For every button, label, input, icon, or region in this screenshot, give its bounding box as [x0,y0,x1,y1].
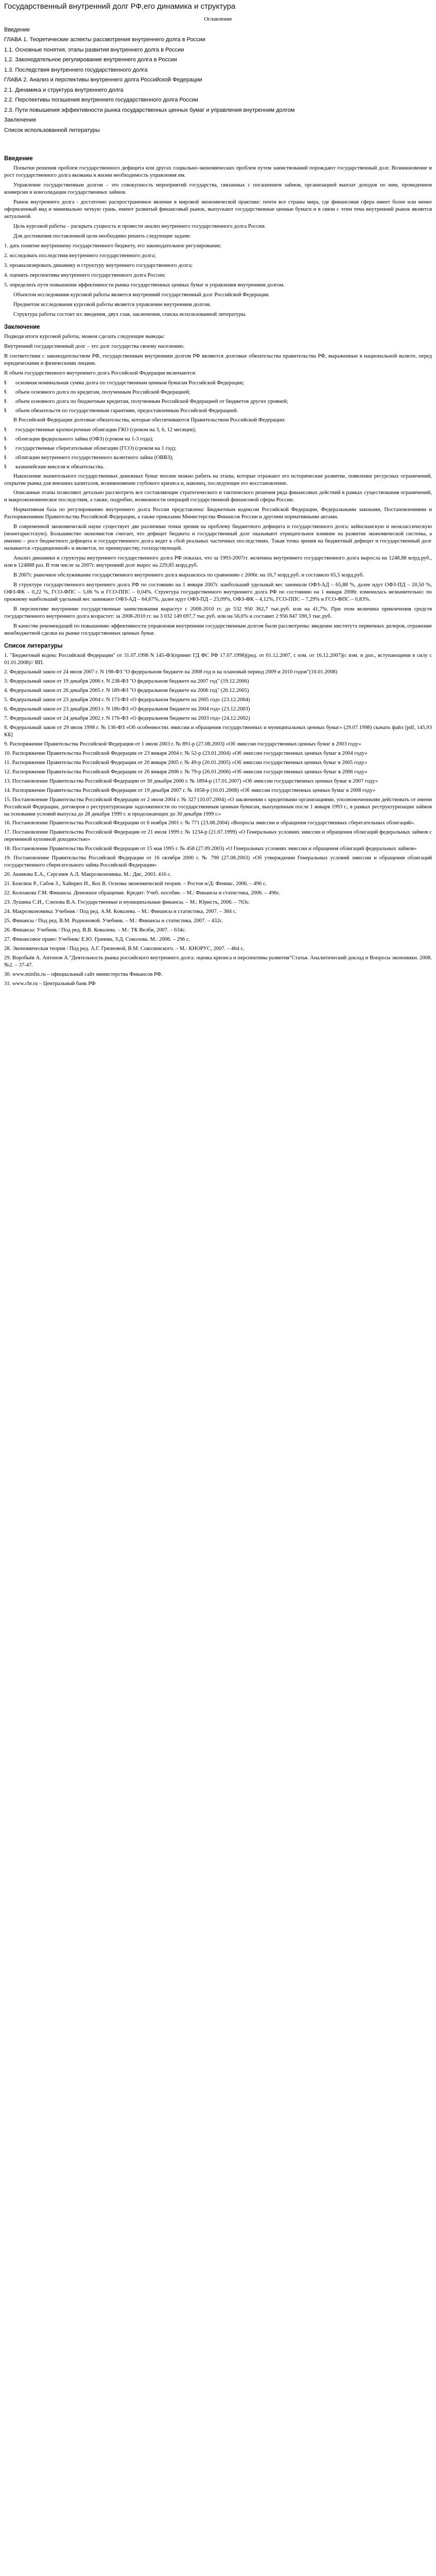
reference-item: 12. Распоряжение Правительства Российской Федерации от 26 января 2006 г. № 79-р (26.01.2006) «Об эмиссии государственных ценных бумаг в 2006 году» [4,769,368,775]
conclusion-section [4,333,432,637]
reference-item: 17. Постановление Правительства Российской Федерации от 21 июля 1999 г. № 1234-р (21.07.1999) «О Генеральных условиях эмиссии и обращения облигаций федеральных займов с переменной купонной доходностью» [4,829,432,843]
task-item: 3. проанализировать динамику и структуру внутреннего государственного долга; [4,263,193,269]
list-item-text: объем основного долга по бюджетным кредитам, полученным Российской Федерацией от бюджетов других уровней; [15,398,288,404]
task-item: 4. оценить перспективы внутреннего государственного долга России; [4,272,166,278]
reference-item: 6. Федеральный закон от 23 декабря 2003 г. N 186-ФЗ «О федеральном бюджете на 2004 год» (23.12.2003) [4,706,250,712]
reference-item: 15. Постановление Правительства Российской Федерации от 2 июля 2004 г. № 327 (10.07.2004) «О заключении с кредитными организациями, уполномоченными действовать от имени Российской Федерации, договоров о реструктуризации задолженности по государственным ценным бумагам, выпущенным после 1 января 1993 г., в рамках реструктуризации займов на основании условий выпуска до 28 декабря 1999 г. и продолжающих до 30 декабря 1999 г.» [4,796,432,817]
paragraph: В объем государственного внутреннего долга Российской Федерации включаются: [4,370,197,376]
bullet-icon: § [4,380,7,385]
toc-heading: Оглавление [204,16,232,22]
reference-item[interactable]: 31. www.cbr.ru – Центральный банк РФ [4,980,96,987]
toc-item[interactable]: 1.2. Законодательное регулирование внутреннего долга в России [4,57,177,63]
reference-item: 16. Постановление Правительства Российской Федерации от 6 ноября 2001 г. № 771 (23.08.2004) «Вопросы эмиссии и обращения государственных сберегательных облигаций». [4,820,415,826]
paragraph: В качестве рекомендаций по повышению эффективности управления внутренним государственным долгом были рассмотрены: введение института первичных дилеров, отражение межбюджетной сделки на рынке государственных ценных бумаг. [4,623,432,636]
reference-item: 4. Федеральный закон от 26 декабря 2005 г. N 189-ФЗ "О федеральном бюджете на 2006 год" (26.12.2005) [4,687,249,693]
toc-item[interactable]: 2.1. Динамика и структура внутреннего долга [4,87,124,93]
list-item [4,454,432,462]
list-item [4,436,432,443]
bullet-icon: § [4,436,7,442]
list-item-text: казначейские векселя и обязательства. [15,464,104,470]
list-item [4,389,432,396]
reference-item: 23. Лушина С.И., Слепова В.А. Государственные и муниципальные финансы. – М.: Юристъ, 2006. – 763с. [4,900,250,906]
toc-item[interactable]: ГЛАВА 2. Анализ и перспективы внутреннего долга Российской Федерации [4,77,202,83]
list-item-text: облигации внутреннего государственного валютного займа (ОВВЗ); [15,454,173,461]
paragraph: В 2007г. рыночное обслуживание государственного внутреннего долга выразилось по сравнению с 2006г. на 16,7 млрд.руб. и составило 65,5 млрд.руб. [13,572,364,579]
reference-item: 19. Постановление Правительства Российской Федерации от 16 октября 2000 г. № 790 (27.08.2003) «Об утверждении Генеральных условий эмиссии и обращения облигаций государственного сберегательного займа Российской Федерации» [4,855,432,869]
paragraph: Рынок внутреннего долга - достаточно распространенное явление в мировой экономической практике: почти все страны мира, где финансовая сфера имеет более или менее оформленный вид и минимально четкую грань, имеют развитый финансовый рынок, выпускают государственные ценные бумаги и в связи с этим тема внутренний рынок является актуальной. [4,199,432,220]
conclusion-heading: Заключение [4,324,40,330]
references-heading: Список литературы [4,642,63,649]
paragraph: В современной экономической науке существует две различные точки зрения на проблему бюджетного дефицита и государственного долга: кейнсианскую и неоклассическую (монетаристскую). Большинство экономистов считает, что дефицит бюджета и государственный долг оказывают отрицательное влияние на развитие экономической системы, а именно – рост бюджетного дефицита и государственного долга ведет к сбой реальных частичных последствиях. Такая точка зрения на бюджетный дефицит и государственный долг называется «традиционной» и является, по преимуществу, господствующей. [4,524,432,552]
bullet-icon: § [4,464,7,469]
paragraph: Объектом исследования курсовой работы является внутренний государственный долг Российской Федерации. [13,292,270,298]
paragraph: Описанные этапы позволяют детально рассмотреть все составляющие стратегического и тактического решения ряда финансовых действий в рамках существования ограничений, и макроэкономическое последствия, а также, подробно, возможности операций государственной финансовой сферы России. [4,490,432,503]
paragraph: Для достижения поставленной цели необходимо решить следующие задачи: [13,233,191,240]
reference-item: 22. Колпакова Г.М. Финансы. Денежное обращение. Кредит: Учеб. пособие. – М.: Финансы и статистика, 2006. – 496с. [4,890,281,896]
toc-item[interactable]: Заключение [4,117,37,124]
list-item-text: основная номинальная сумма долга по государственным ценным бумагам Российской Федерации; [15,380,245,386]
list-item [4,464,432,471]
list-item [4,445,432,452]
reference-item: 10. Распоряжение Правительства Российской Федерации от 23 января 2004 г. № 52-р (23.01.2004) «Об эмиссии государственных ценных бумаг в 2004 году» [4,750,368,756]
table-of-contents [4,26,432,134]
list-item [4,380,432,387]
list-item [4,398,432,405]
bullet-icon: § [4,427,7,432]
paragraph: Управление государственным долгом – это совокупность мероприятий государства, связанных с погашением займов, организацией выплат доходов по ним, проведением конверсии и консолидации государственных займов. [4,182,432,196]
reference-item: 3. Федеральный закон от 19 декабря 2006 г. N 238-ФЗ "О федеральном бюджете на 2007 год" (19.12.2006) [4,678,249,684]
reference-item: 27. Финансовое право: Учебник/ Е.Ю. Грачева, З.Д. Соколова. М.: 2006. – 296 с. [4,937,190,943]
intro-heading: Введение [4,156,33,162]
list-item-text: государственные краткосрочные облигации ГКО (сроком на 3, 6, 12 месяцев); [15,427,196,433]
reference-item: 1. "Бюджетный кодекс Российской Федерации" от 31.07.1998 N 145-ФЗ(принят ГД ФС РФ 17.07.1998)(ред. от 01.12.2007, с изм. от 16.12.2007)(с изм. и доп., вступающими в силу с 01.01.2008)// ВП. [4,653,432,666]
reference-item: 18. Постановление Правительства Российской Федерации от 15 мая 1995 г. № 458 (27.09.2003) «О Генеральных условиях эмиссии и обращения облигаций федеральных займов» [4,846,417,852]
bullet-icon: § [4,445,7,451]
reference-item: 24. Макроэкономика: Учебник / Под ред. А.М. Ковалева. – М.: Финансы и статистика, 2007. – 384 с. [4,909,237,915]
paragraph: Анализ динамики и структуры внутреннего государственного долга РФ показал, что за 1993-2007гг. величина внутреннего государственного долга выросла на 1248,88 млрд.руб., или в 124888 раз. В том числе за 2007г. внутренний долг вырос на 229,85 млрд.руб. [4,555,432,569]
list-item [4,408,432,415]
reference-item: 28. Экономическая теория / Под ред. А.Г. Грязновой, В.М. Соколинского. – М.: КНОРУС, 2007. – 464 с. [4,946,245,952]
toc-item[interactable]: Список использованной литературы [4,127,100,133]
intro-section [4,165,432,318]
reference-item: 14. Распоряжение Правительства Российской Федерации от 19 декабря 2007 г. № 1858-р (10.01.2008) «Об эмиссии государственных ценных бумаг в 2008 году» [4,787,376,793]
list-item-text: объем основного долга по кредитам, полученным Российской Федерацией; [15,389,190,395]
paragraph: Нормативная база по регулированию внутреннего долга России представлена: Бюджетным кодексом Российской Федерации, Федеральными законами, Постановлениями и Распоряжениями Правительства Российской Федерации, а также приказами Министерства Финансов России и другими нормативными актами. [4,507,432,520]
list-item-text: объем обязательств по государственным гарантиям, предоставленным Российской Федерацией. [15,408,238,414]
document-title: Государственный внутренний долг РФ,его динамика и структура [4,2,236,11]
paragraph: Предметом исследования курсовой работы является управление внутренним долгом. [13,301,211,308]
list-item [4,427,432,434]
task-item: 5. определить пути повышения эффективности рынка государственных ценных бумаг и управления внутренним долгом. [4,282,285,288]
paragraph: В перспективе внутренние государственные заимствования вырастут с 2008-2010 гг. до 532 950 362,7 тыс.руб. или на 41,7%. При этом величина привлечения средств государственного внутреннего долга возрастет: за 2008-2010 гг. на 3 032 149 697,7 тыс.руб. или на 56,6% и составит 2 956 847 590,3 тыс.руб. [4,606,432,619]
reference-item: 13. Постановление Правительства Российской Федерации от 30 декабря 2006 г. № 1894-р (17.01.2007) «Об эмиссии государственных ценных бумаг в 2007 году» [4,778,378,784]
toc-item[interactable]: 2.3. Пути повышения эффективности рынка государственных ценных бумаг и управления внутренним долгом [4,107,295,113]
toc-item[interactable]: 1.3. Последствия внутреннего государственного долга [4,66,148,73]
reference-item: 20. Акимова Е.А., Сергачев А.Л. Макроэкономика. М.: Дис, 2003. 416 с. [4,872,172,878]
paragraph: В соответствии с законодательством РФ, государственным внутренним долгом РФ являются долговые обязательства правительства РФ, выраженные в национальной валюте, перед юридическими и физическими лицами. [4,353,432,366]
toc-item[interactable]: 2.2. Перспективы погашения внутреннего государственного долга России [4,97,198,104]
bullet-icon: § [4,408,7,413]
paragraph: Структура работы состоит из: введения, двух глав, заключения, списка использованной литературы. [13,311,247,317]
reference-item: 5. Федеральный закон от 23 декабря 2004 г. N 173-ФЗ «О федеральном бюджете на 2005 год» (23.12.2004) [4,697,250,703]
toc-item[interactable]: ГЛАВА 1. Теоретические аспекты рассмотрения внутреннего долга в России [4,37,205,43]
reference-item: 26. Финансы: Учебник / Под ред. В.В. Ковалева. – М.: ТК Велби, 2007. – 634с. [4,927,186,934]
reference-item: 29. Воробьёв А. Антонов А."Деятельность рынка российского внутреннего долга: оценка кризиса и перспективы развития"Статья. Аналитический доклад и Вопросы экономики. 2008. №2. – 37-47. [4,955,432,968]
bullet-icon: § [4,398,7,404]
task-item: 1. дать понятие внутреннему государственного бюджету, его законодательное регулирование; [4,243,222,249]
reference-item: 7. Федеральный закон от 24 декабря 2002 г. N 176-ФЗ «О федеральном бюджете на 2003 год» (24.12.2002) [4,715,250,721]
paragraph: Внутренний государственный долг – это долг государства своему населению. [4,343,185,349]
bullet-icon: § [4,389,7,395]
paragraph: Подводя итоги курсовой работы, можем сделать следующие выводы: [4,334,165,340]
toc-item[interactable]: Введение [4,26,30,33]
document-page [0,0,436,995]
paragraph: В структуре государственного внутреннего долга РФ по состоянию на 1 января 2007г. наибольший удельный вес занимали ОФЗ-АД – 65,88 %, далее идут ОФЗ-ПД – 20,50 %, ОФЗ-ФК – 0,22 %, ГСО-ФПС – 5,06 % и ГСО-ППС – 0,04%. Структура государственного внутреннего долга РФ по состоянию на 1 января 2008г. изменилась незначительно: по прежнему наибольший удельный вес занимают ОФЗ-АД – 64,67%, далее идут ОФЗ-ПД – 23,09%, ОФЗ-ФК – 4,12%, ГСО-ППС – 7,29% и ГСО-ФПС – 0,83%. [4,582,432,603]
reference-item[interactable]: 30. www.minfin.ru – официальный сайт министерства Финансов РФ. [4,971,163,977]
reference-item: 21. Базелюк Р., Сабов З., Хайнрих И., Кох В. Основы экономической теории. – Ростов н/Д: Феникс, 2006. – 496 с. [4,881,267,887]
list-item-text: облигации федерального займа (ОФЗ) (сроком на 1-3 года); [15,436,153,442]
bullet-icon: § [4,454,7,460]
task-item: 2. исследовать последствия внутреннего государственного долга; [4,253,156,259]
reference-item: 9. Распоряжение Правительства Российской Федерации от 1 июля 2003 г. № 891-р (27.08.2003) «Об эмиссии государственных ценных бумаг в 2003 году» [4,741,361,747]
paragraph: Попытки решения проблем государственного дефицита или другах социально-экономических проблем путем заимствований порождают государственный долг. Возникновение и рост государственного долга вызваны в жизни необходимость управления им. [4,165,432,179]
references-list [4,652,432,988]
list-item-text: государственные сберегательные облигации (ГСО) (сроком на 1 год); [15,445,177,451]
toc-item[interactable]: 1.1. Основные понятия, этапы развития внутреннего долга в России [4,46,184,53]
reference-item: 2. Федеральный закон от 24 июля 2007 г. N 198-ФЗ "О федеральном бюджете на 2008 год и на плановый период 2009 и 2010 годов"(10.01.2008) [4,669,338,675]
reference-item: 25. Финансы / Под ред. В.М. Родионовой. Учебник. – М.: Финансы и статистика, 2007. – 432с. [4,918,223,924]
reference-item: 11. Распоряжение Правительства Российской Федерации от 20 января 2005 г. № 49-р (20.01.2005) «Об эмиссии государственных ценных бумаг в 2005 году» [4,759,368,766]
paragraph: Цель курсовой работы – раскрыть сущность и провести анализ внутреннего государственного долга России. [13,224,266,230]
paragraph: Накопление значительного государственных денежных бумаг вполне можно рабить на этапы, которые отражают его исторические развитие, появление ресурсных ограничений, открытие рынка для внешних капиталов, возникновение глубокого кризиса и, наконец, последующее его восстановление. [4,473,432,486]
paragraph: В Российской Федерации долговые обязательства, которые обеспечиваются Правительством Российской Федерации: [13,417,286,423]
reference-item: 8. Федеральный закон от 29 июля 1998 г. № 136-ФЗ «Об особенностях эмиссии и обращения государственных и муниципальных ценных бумаг» (29.07.1998) скачать файл [pdf, 145,93 КБ] [4,724,432,738]
